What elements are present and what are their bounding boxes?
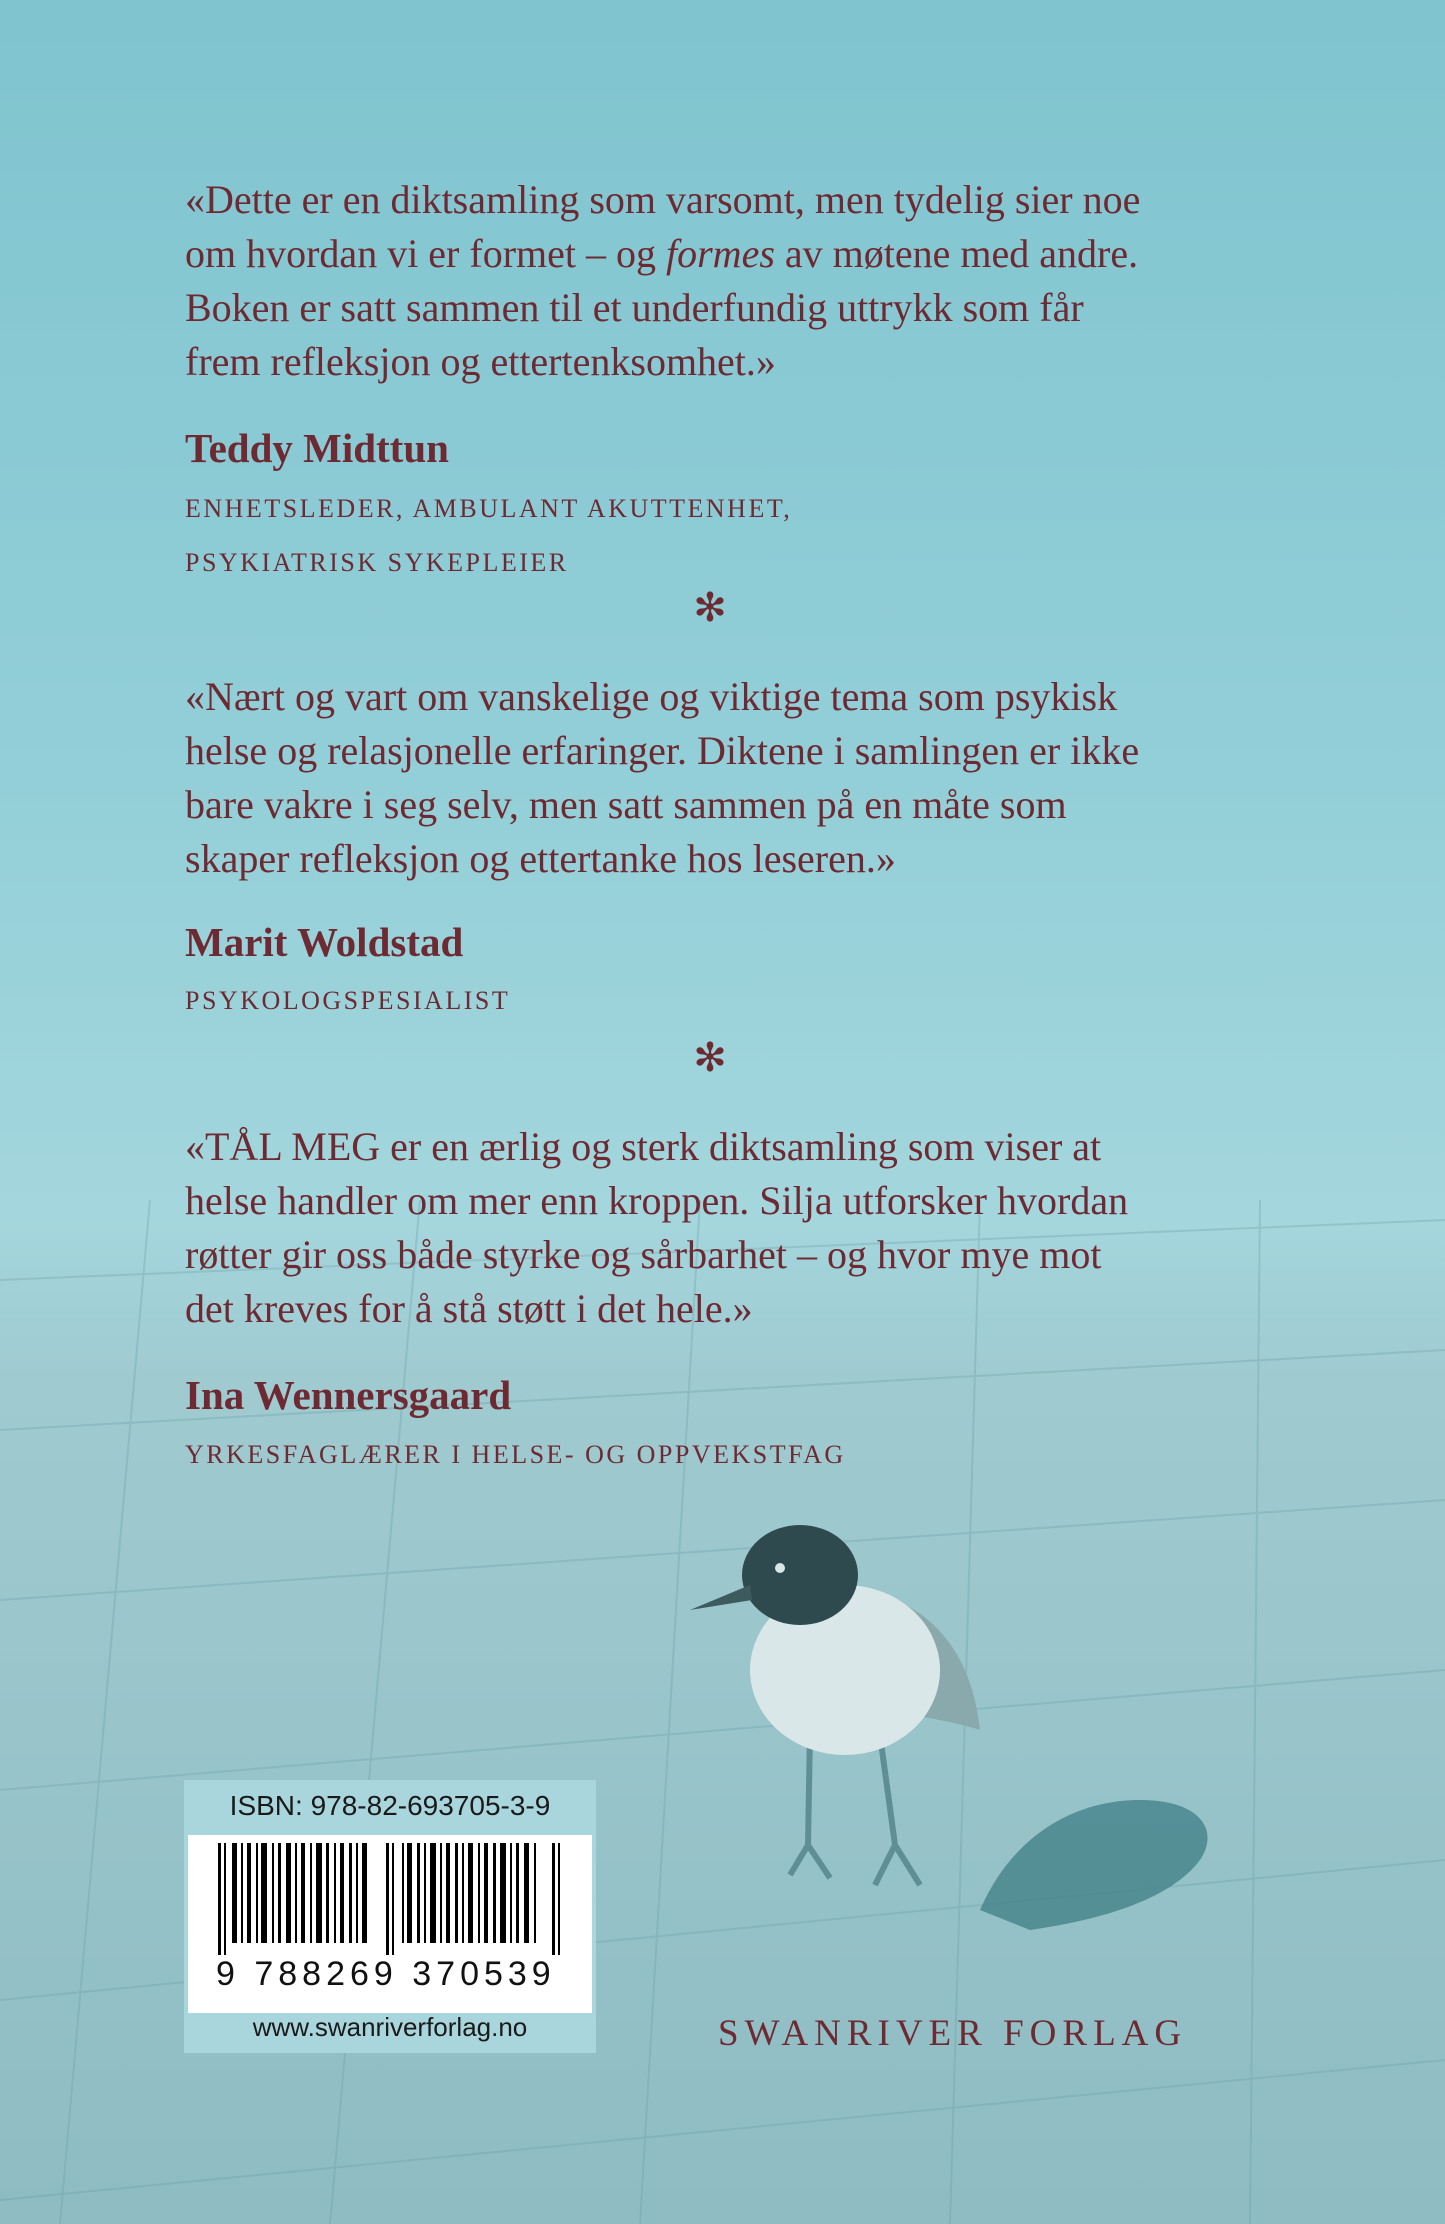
separator-asterisk: ✻: [693, 585, 727, 631]
quote-2-role-1: PSYKOLOGSPESIALIST: [185, 986, 511, 1015]
quote-2: [185, 670, 1245, 886]
quote-3-line-1: «TÅL MEG er en ærlig og sterk diktsamling som viser at: [185, 1124, 1102, 1169]
publisher-website: www.swanriverforlag.no: [252, 2012, 528, 2042]
quote-2-line-1: «Nært og vart om vanskelige og viktige tema som psykisk: [185, 674, 1118, 719]
quote-1-line-4: frem refleksjon og ettertenksomhet.»: [185, 339, 776, 384]
quote-3-line-2: helse handler om mer enn kroppen. Silja utforsker hvordan: [185, 1178, 1129, 1223]
quote-2-author: Marit Woldstad: [185, 919, 464, 965]
quote-2-line-3: bare vakre i seg selv, men satt sammen på en måte som: [185, 782, 1067, 827]
isbn-label: ISBN: 978-82-693705-3-9: [229, 1790, 551, 1821]
quote-2-line-4: skaper refleksjon og ettertanke hos leseren.»: [185, 836, 896, 881]
quote-1-author: Teddy Midttun: [185, 425, 449, 471]
quote-1-line-2b: av møtene med andre.: [774, 231, 1139, 276]
quote-1-line-1: «Dette er en diktsamling som varsomt, men tydelig sier noe: [185, 177, 1141, 222]
separator-asterisk: ✻: [693, 1035, 727, 1081]
quote-1-emphasis: formes: [666, 231, 775, 276]
quote-1-role-2: PSYKIATRISK SYKEPLEIER: [185, 548, 569, 577]
quote-2-line-2: helse og relasjonelle erfaringer. Diktene i samlingen er ikke: [185, 728, 1140, 773]
quote-3-author: Ina Wennersgaard: [185, 1372, 512, 1418]
isbn-barcode-block: [184, 1780, 596, 2053]
seagull-image: [680, 1500, 1240, 1980]
quote-1: [185, 173, 1245, 389]
barcode: [188, 1835, 592, 2013]
quote-1-role-1: ENHETSLEDER, AMBULANT AKUTTENHET,: [185, 494, 793, 523]
publisher-name: SWANRIVER FORLAG: [718, 2013, 1188, 2054]
quote-3: [185, 1120, 1245, 1336]
quote-1-line-3: Boken er satt sammen til et underfundig uttrykk som får: [185, 285, 1084, 330]
quote-3-line-4: det kreves for å stå støtt i det hele.»: [185, 1286, 753, 1331]
quote-3-line-3: røtter gir oss både styrke og sårbarhet – og hvor mye mot: [185, 1232, 1102, 1277]
barcode-bars-icon: [188, 1835, 592, 1955]
barcode-number: 9 788269 370539: [216, 1955, 556, 1993]
quote-3-role-1: YRKESFAGLÆRER I HELSE- OG OPPVEKSTFAG: [185, 1440, 846, 1469]
quote-1-line-2a: om hvordan vi er formet – og: [185, 231, 666, 276]
